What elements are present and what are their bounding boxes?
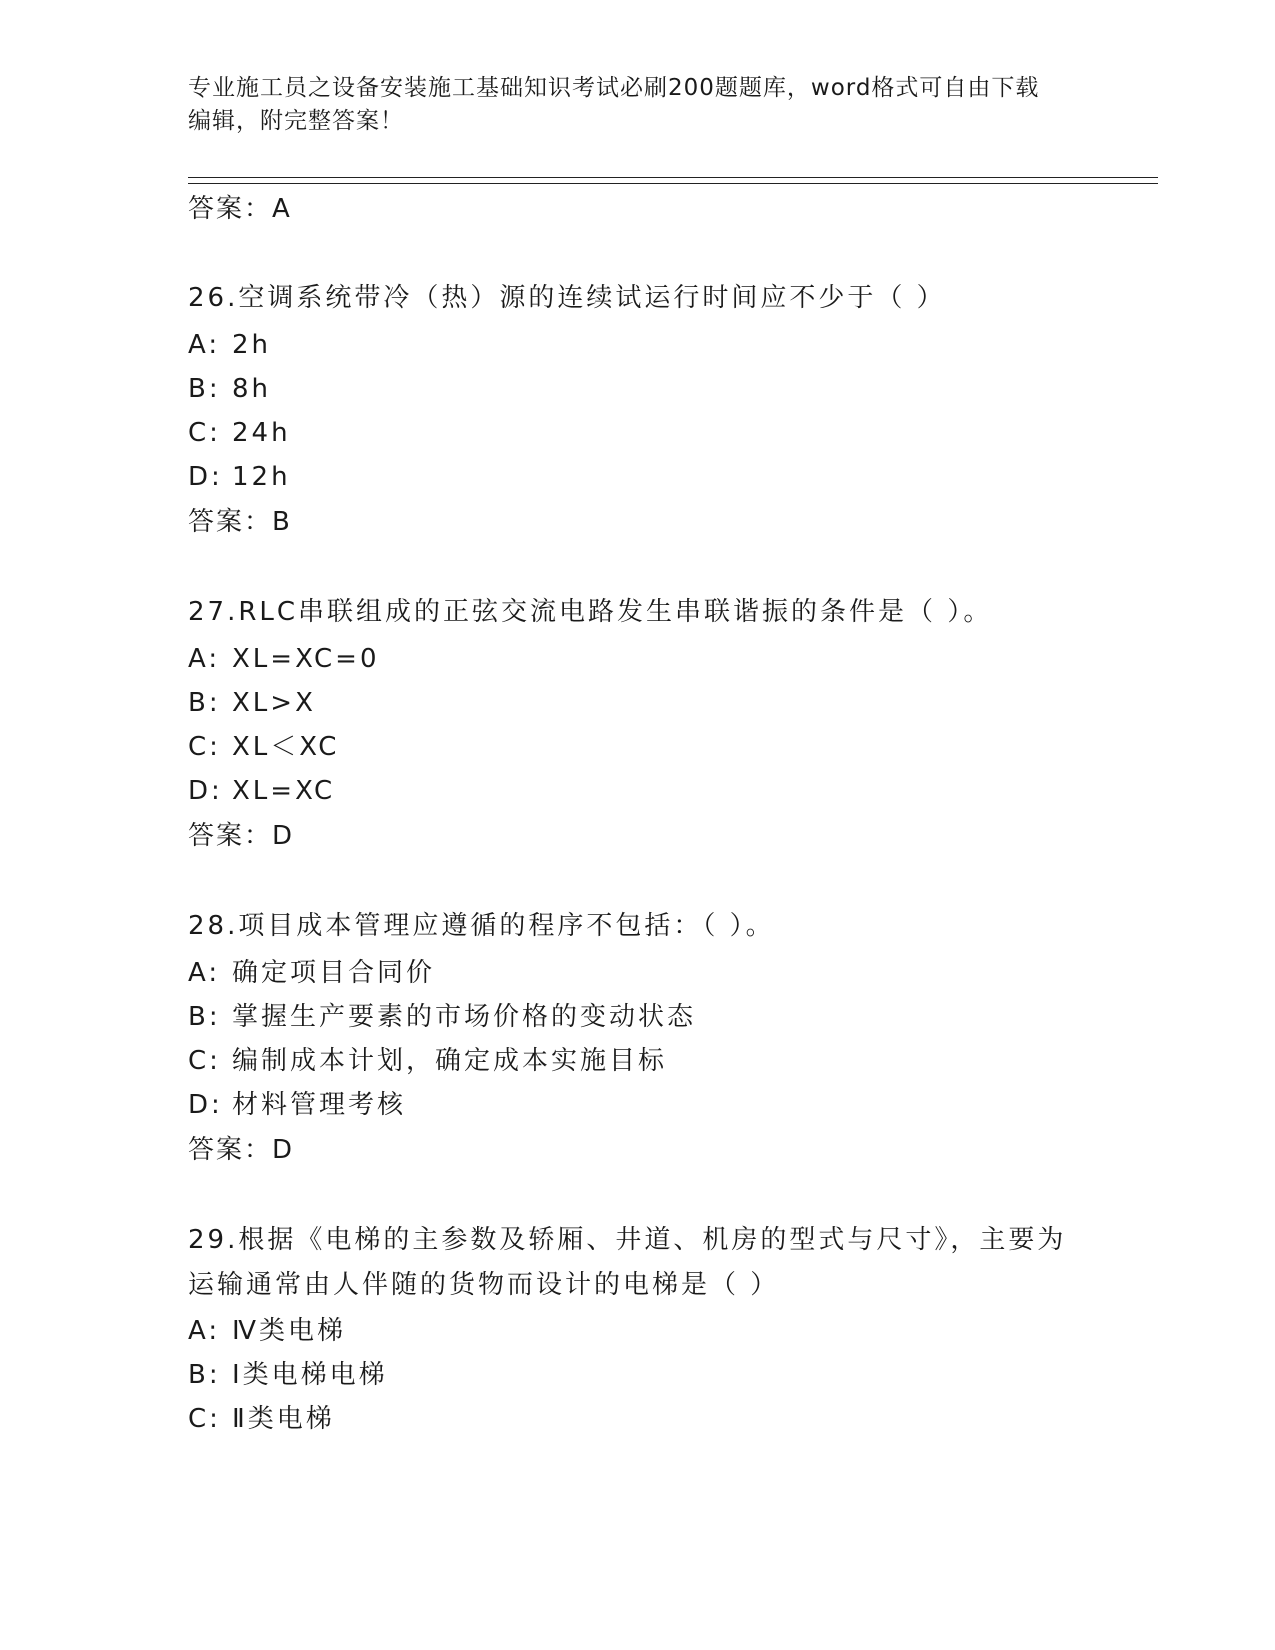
header-line-1: 专业施工员之设备安装施工基础知识考试必刷200题题库，word格式可自由下载 (188, 75, 1040, 101)
option-text: 8h (232, 374, 272, 404)
option-text: Ⅳ类电梯 (232, 1316, 346, 1346)
option-28-d (188, 1088, 406, 1122)
answer-prev: 答案：A (188, 194, 292, 224)
option-29-c (188, 1402, 335, 1436)
option-29-a (188, 1314, 346, 1348)
option-text: XL=XC (232, 776, 336, 806)
option-letter: C: (188, 1046, 221, 1076)
option-text: 材料管理考核 (232, 1090, 407, 1120)
option-text: Ⅱ类电梯 (232, 1404, 335, 1434)
option-26-d (188, 460, 291, 494)
option-text: XL＜XC (232, 732, 340, 762)
option-letter: D: (188, 1090, 223, 1120)
question-29 (188, 1218, 1088, 1308)
option-text: Ⅰ类电梯电梯 (232, 1360, 388, 1390)
option-letter: A: (188, 1316, 221, 1346)
header-divider-top (188, 177, 1158, 178)
question-29-line-1: 29.根据《电梯的主参数及轿厢、井道、机房的型式与尺寸》，主要为 (188, 1225, 1067, 1255)
option-letter: C: (188, 418, 221, 448)
option-27-b (188, 686, 316, 720)
option-letter: B: (188, 1360, 221, 1390)
option-29-b (188, 1358, 388, 1392)
option-text: 2h (232, 330, 272, 360)
option-27-a (188, 642, 379, 676)
option-text: 24h (232, 418, 291, 448)
question-27: 27.RLC串联组成的正弦交流电路发生串联谐振的条件是（ ）。 (188, 597, 993, 627)
option-letter: A: (188, 958, 221, 988)
answer-28: 答案：D (188, 1135, 295, 1165)
question-29-line-2: 运输通常由人伴随的货物而设计的电梯是（ ） (188, 1270, 780, 1300)
answer-27: 答案：D (188, 821, 295, 851)
header-line-2: 编辑，附完整答案！ (188, 108, 404, 134)
option-letter: C: (188, 1404, 221, 1434)
option-text: 确定项目合同价 (232, 958, 436, 988)
option-text: 编制成本计划，确定成本实施目标 (232, 1046, 668, 1076)
option-27-c (188, 730, 339, 764)
option-text: XL>X (232, 688, 316, 718)
option-27-d (188, 774, 335, 808)
option-26-c (188, 416, 291, 450)
option-26-a (188, 328, 271, 362)
option-28-a (188, 956, 435, 990)
option-text: XL=XC=0 (232, 644, 380, 674)
option-letter: A: (188, 644, 221, 674)
option-letter: B: (188, 374, 221, 404)
option-26-b (188, 372, 271, 406)
option-text: 掌握生产要素的市场价格的变动状态 (232, 1002, 697, 1032)
document-header (188, 72, 1088, 138)
option-28-c (188, 1044, 667, 1078)
question-28: 28.项目成本管理应遵循的程序不包括：（ ）。 (188, 911, 775, 941)
option-letter: D: (188, 776, 223, 806)
option-28-b (188, 1000, 696, 1034)
option-letter: B: (188, 1002, 221, 1032)
question-26: 26.空调系统带冷（热）源的连续试运行时间应不少于（ ） (188, 283, 946, 313)
option-letter: C: (188, 732, 221, 762)
option-letter: D: (188, 462, 223, 492)
header-divider-bottom (188, 183, 1158, 184)
option-letter: A: (188, 330, 221, 360)
option-letter: B: (188, 688, 221, 718)
option-text: 12h (232, 462, 291, 492)
answer-26: 答案：B (188, 507, 292, 537)
